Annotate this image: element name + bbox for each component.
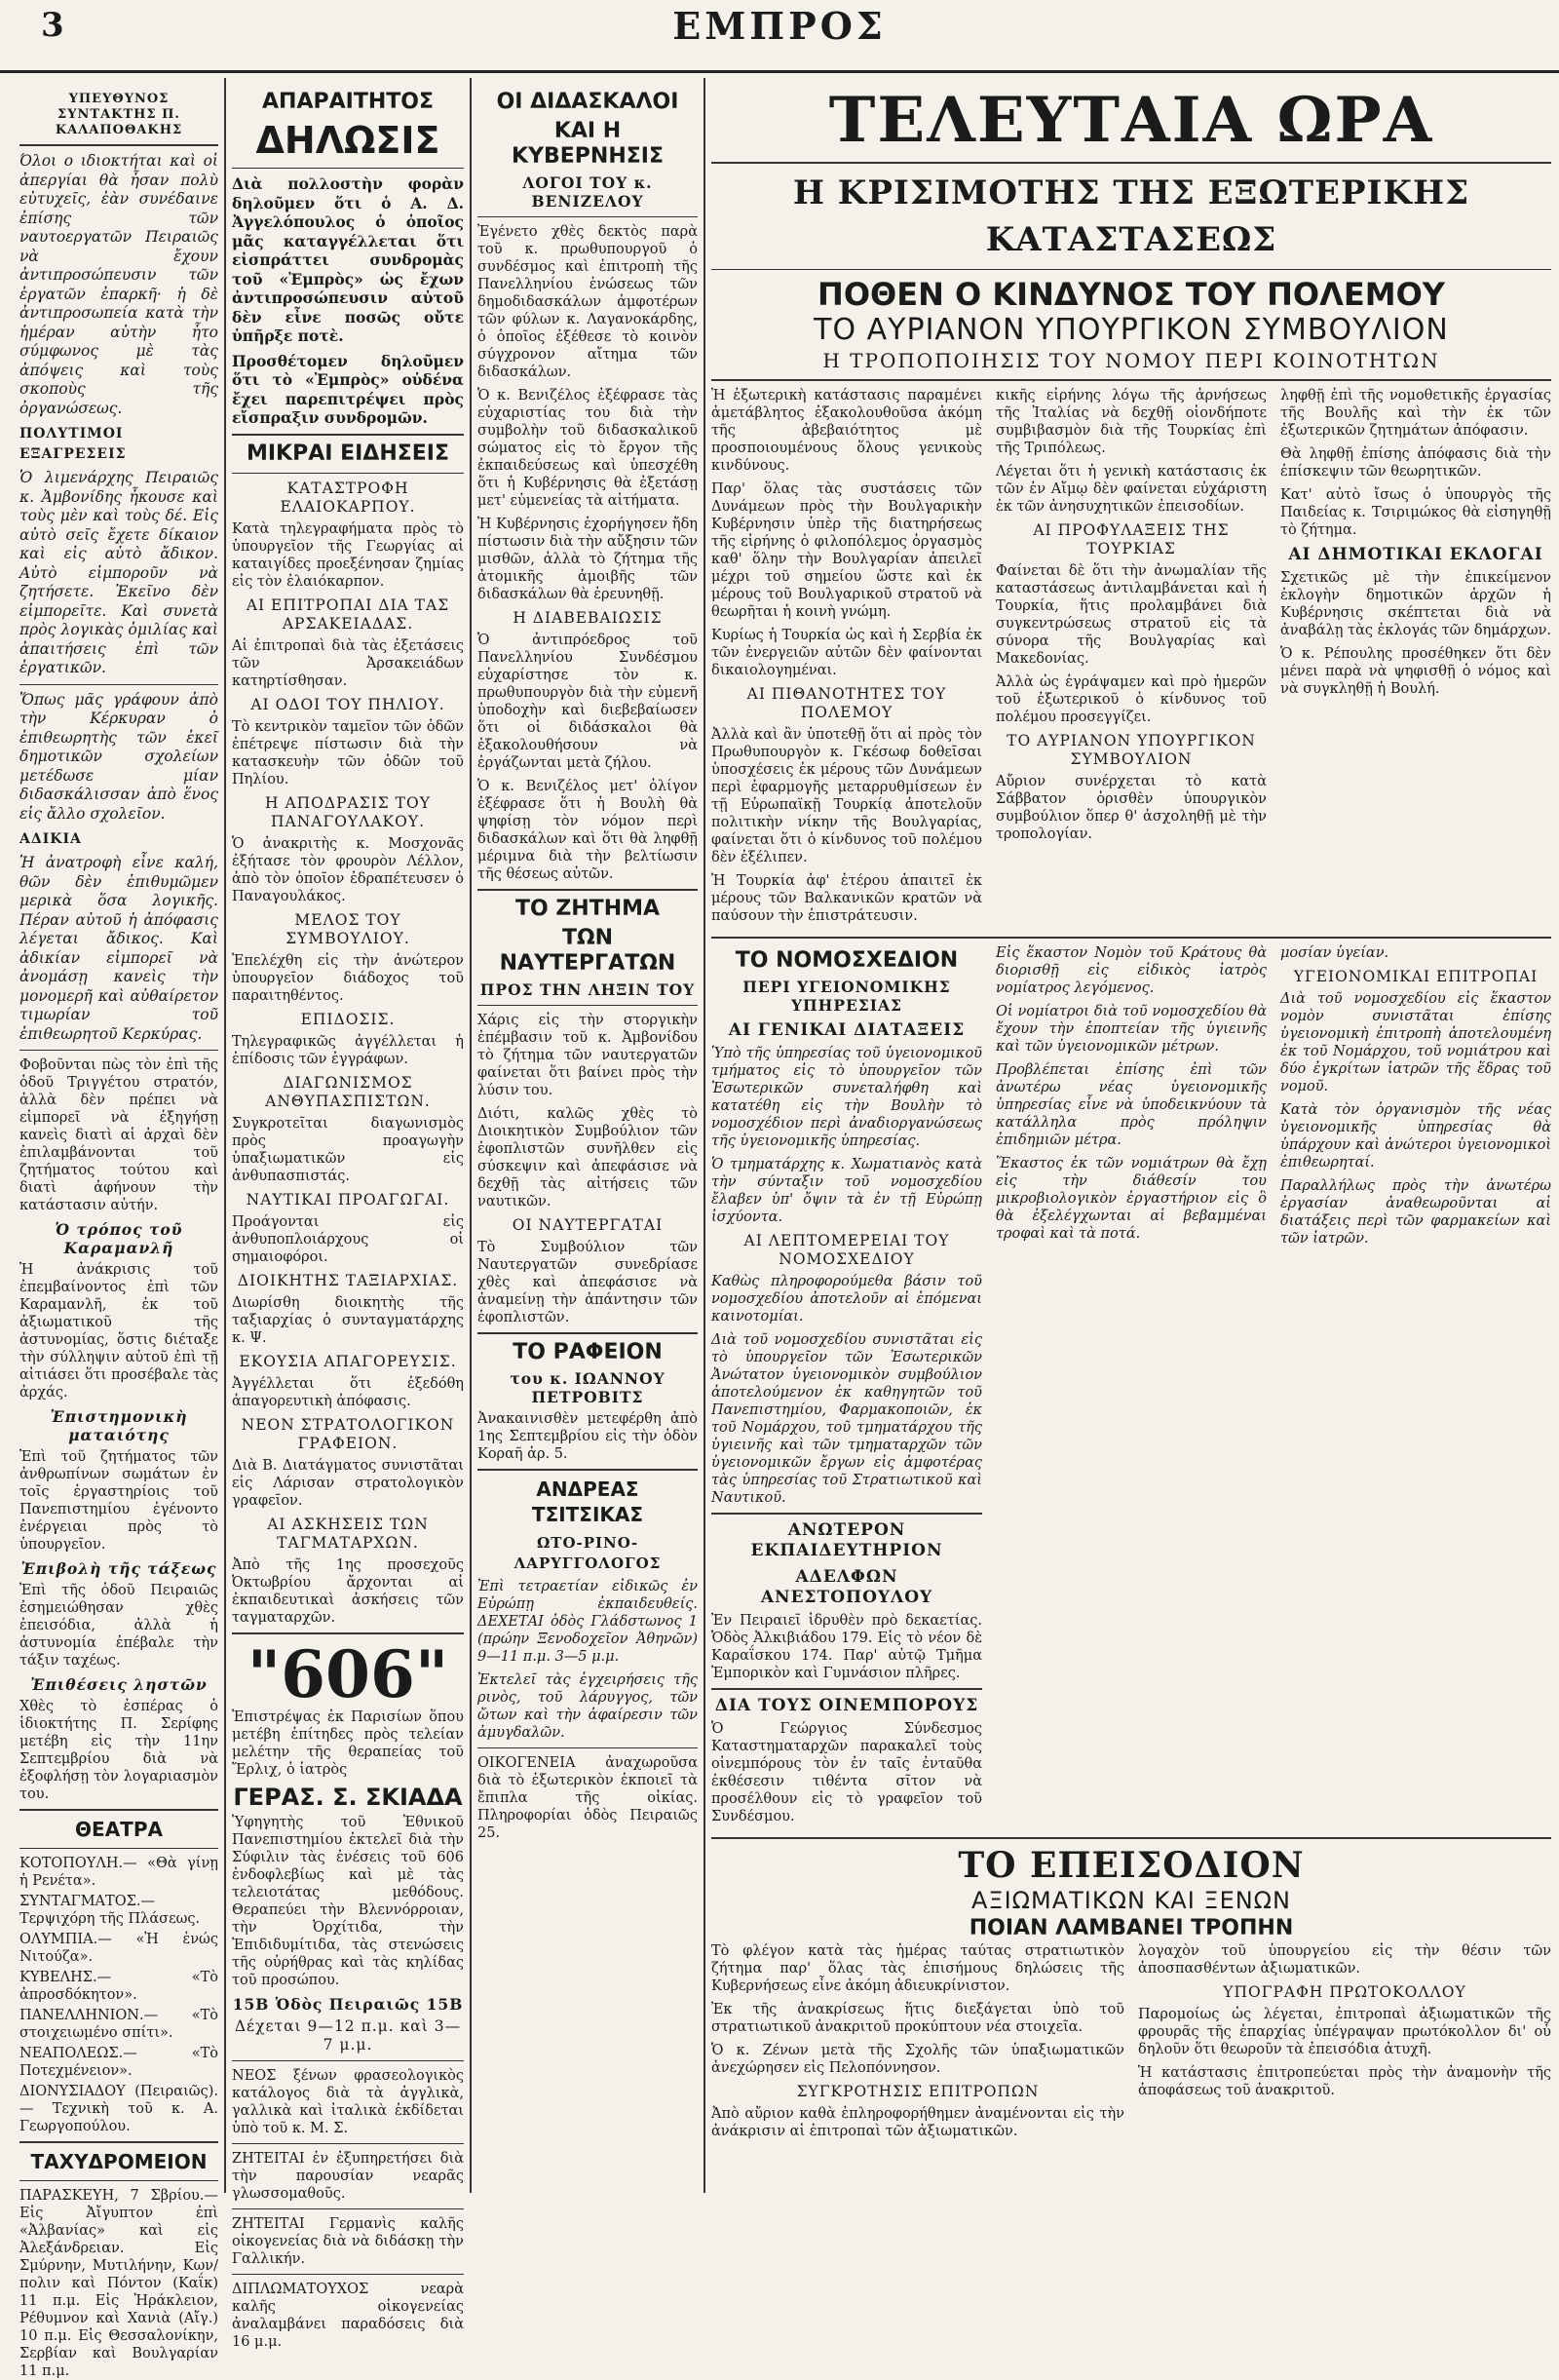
section-heading: Ἐπιστημονικὴ ματαιότης xyxy=(50,1407,188,1444)
lead-col-3 xyxy=(1280,387,1551,931)
article-paragraph: Όλοι ο ιδιοκτήται καὶ οἱ ἀπεργίαι θὰ ἦσαν πολὺ εὐτυχεῖς, ἐὰν συνέδαινε ἐπίσης τῶν ναυτοεργατῶν Πειραιῶς νὰ ἔχουν ἀντιπροσώπευσιν τῶν ἐργατῶν ἐπαρκῆ· ἡ δὲ ἀντιπροσωπεία κατὰ τὴν ἡμέραν αὐτὴν ἦτο σύμφωνος μὲ τὰς ἀπόψεις καὶ τοὺς σκοποὺς τῆς ὀργανώσεως. xyxy=(19,152,218,417)
theatre-item: ΠΑΝΕΛΛΗΝΙΟΝ.— «Τὸ στοιχειωμένο σπίτι». xyxy=(19,2008,218,2041)
episode-subtitle: ΠΟΙΑΝ ΛΑΜΒΑΝΕΙ ΤΡΟΠΗΝ xyxy=(969,1916,1294,1940)
article-paragraph: Ὁ κ. Βενιζέλος μετ' ὀλίγον ἐξέφρασε ὅτι ἡ Βουλὴ θὰ ψηφίσῃ τὸν νόμον περὶ διδασκάλων καὶ ὅτι θὰ ληφθῇ μέριμνα διὰ τὴν βελτίωσιν τῆς θέσεως αὐτῶν. xyxy=(477,779,698,882)
news-item-heading: ΕΚΟΥΣΙΑ ΑΠΑΓΟΡΕΥΣΙΣ. xyxy=(239,1352,457,1370)
teachers-subtitle: ΛΟΓΟΙ ΤΟΥ κ. ΒΕΝΙΖΕΛΟΥ xyxy=(522,173,653,211)
news-item-text: Τὸ κεντρικὸν ταμεῖον τῶν ὁδῶν ἐπέτρεψε πίστωσιν διὰ τὴν κατασκευὴν τῶν ὁδῶν τοῦ Πηλίου. xyxy=(232,718,464,787)
lead-articles xyxy=(711,387,1551,931)
classified-ad: ΝΕΟΣ ξένων φρασεολογικὸς κατάλογος διὰ τὰ ἀγγλικὰ, γαλλικὰ καὶ ἰταλικὰ ἐκδίδεται ὑπὸ τοῦ κ. Μ. Σ. xyxy=(232,2067,464,2136)
news-item xyxy=(232,1074,464,1185)
episode-article xyxy=(711,1845,1551,2146)
article-paragraph: Καθὼς πληροφορούμεθα βάσιν τοῦ νομοσχεδίου ἀποτελοῦν αἱ ἑπόμεναι καινοτομίαι. xyxy=(711,1274,982,1324)
news-item-text: Συγκροτεῖται διαγωνισμὸς πρὸς προαγωγὴν ὑπαξιωματικῶν εἰς ἀνθυπασπιστάς. xyxy=(232,1115,464,1184)
article-paragraph: μοσίαν ὑγείαν. xyxy=(1280,945,1389,961)
article-paragraph: Παρ' ὅλας τὰς συστάσεις τῶν Δυνάμεων πρὸς τὴν Βουλγαρικὴν Κυβέρνησιν ὑπὲρ τῆς διατηρήσεως τῆς εἰρήνης ὁ φιλοπόλεμος ὀργασμὸς καθ' ὅλην τὴν Βουλγαρίαν ἀπειλεῖ μέχρι τοῦ σημείου ὥστε καὶ ἐκ μέρους τοῦ Βουλγαρικοῦ στρατοῦ νὰ θεωρῆται ἡ κοινὴ γνώμη. xyxy=(711,481,982,620)
health-col-1 xyxy=(711,944,982,1831)
school-title: ΑΝΩΤΕΡΟΝ ΕΚΠΑΙΔΕΥΤΗΡΙΟΝ xyxy=(750,1520,943,1560)
classified-ad: ΟΙΚΟΓΕΝΕΙΑ ἀναχωροῦσα διὰ τὸ ἐξωτερικὸν ἐκποιεῖ τὰ ἔπιπλα τῆς οἰκίας. Πληροφορίαι ὁδὸς Πειραιῶς 25. xyxy=(477,1755,698,1841)
masthead: ΕΜΠΡΟΣ xyxy=(672,4,887,48)
news-item-heading: ΑΙ ΟΔΟΙ ΤΟΥ ΠΗΛΙΟΥ. xyxy=(250,695,445,713)
section-heading: ΑΙ ΠΡΟΦΥΛΑΞΕΙΣ ΤΗΣ ΤΟΥΡΚΙΑΣ xyxy=(1033,521,1230,557)
article-paragraph: Ὁ ἀντιπρόεδρος τοῦ Πανελληνίου Συνδέσμου εὐχαρίστησε τὸν κ. πρωθυπουργὸν διὰ τὴν εὐμενῆ ὑποδοχὴν καὶ διεβεβαίωσεν ὅτι οἱ διδάσκαλοι θὰ ἐξακολουθήσουν νὰ ἐργάζωνται μετὰ ζήλου. xyxy=(477,633,698,771)
news-item-heading: ΚΑΤΑΣΤΡΟΦΗ ΕΛΑΙΟΚΑΡΠΟΥ. xyxy=(280,479,416,516)
news-heading: ΜΙΚΡΑΙ ΕΙΔΗΣΕΙΣ xyxy=(246,441,450,466)
classified-ad: ΔΙΠΛΩΜΑΤΟΥΧΟΣ νεαρὰ καλῆς οἰκογενείας ἀναλαμβάνει παραδόσεις διὰ 16 μ.μ. xyxy=(232,2281,464,2350)
news-item-text: Τηλεγραφικῶς ἀγγέλλεται ἡ ἐπίδοσις τῶν ἐγγράφων. xyxy=(232,1033,464,1067)
theatre-item: ΚΟΤΟΠΟΥΛΗ.— «Θὰ γίνῃ ἡ Ρενέτα». xyxy=(19,1856,218,1889)
article-paragraph: Ἐπὶ τῆς ὁδοῦ Πειραιῶς ἐσημειώθησαν χθὲς ἐπεισόδια, ἀλλὰ ἡ ἀστυνομία ἐπέβαλε τὴν τάξιν ταχέως. xyxy=(19,1583,218,1669)
section-heading: ΟΙ ΝΑΥΤΕΡΓΑΤΑΙ xyxy=(512,1216,664,1234)
article-paragraph: Ὁ κ. Βενιζέλος ἐξέφρασε τὰς εὐχαριστίας του διὰ τὴν συμβολὴν τοῦ διδασκαλικοῦ σώματος εἰς τὸ ἔργον τῆς ἐκπαιδεύσεως καὶ ὑπεσχέθη ὅτι ἡ Κυβέρνησις θὰ ἐξετάσῃ μετ' εὐμενείας τὰ αἰτήματα. xyxy=(477,388,698,509)
article-paragraph: Λέγεται ὅτι ἡ γενικὴ κατάστασις ἐκ τῶν ἐν Αἴμῳ δὲν φαίνεται εὐχάριστη ἐκ τῶν ἀνησυχητικῶν ἐπεισοδίων. xyxy=(996,464,1267,515)
article-paragraph: Ὁ τμηματάρχης κ. Χωματιανὸς κατὰ τὴν σύνταξιν τοῦ νομοσχεδίου ἔλαβεν ὑπ' ὄψιν τὰ ἐν τῇ Εὐρώπῃ ἰσχύοντα. xyxy=(711,1157,982,1225)
theatre-item: ΟΛΥΜΠΙΑ.— «Ἡ ἑνώς Νιτούζα». xyxy=(19,1932,218,1965)
section-heading: ΠΟΛΥΤΙΜΟΙ ΕΞΑΓΡΕΣΕΙΣ xyxy=(19,426,127,462)
health-title: ΤΟ ΝΟΜΟΣΧΕΔΙΟΝ xyxy=(735,948,959,973)
article-paragraph: ληφθῇ ἐπὶ τῆς νομοθετικῆς ἐργασίας τῆς Βουλῆς καὶ τὴν ἐκ τῶν ἐξωτερικῶν ζητημάτων ἀπόφασιν. xyxy=(1280,388,1551,439)
page-number: 3 xyxy=(41,6,64,45)
lead-col-2 xyxy=(996,387,1267,931)
article-paragraph: Ὁ κ. Ρέπουλης προσέθηκεν ὅτι δὲν μένει παρὰ νὰ ψηφισθῇ ὁ νόμος καὶ νὰ συγκληθῇ ἡ Βουλή. xyxy=(1280,646,1551,697)
article-paragraph: Ἀπὸ αὔριον καθὰ ἐπληροφορήθημεν ἀναμένονται εἰς τὴν ἀνάκρισιν αἱ ἐπιτροπαὶ τῶν ἀξιωματικῶν. xyxy=(711,2106,1124,2139)
news-item xyxy=(232,596,464,690)
article-paragraph: κικῆς εἰρήνης λόγω τῆς ἀρνήσεως τῆς Ἰταλίας νὰ δεχθῇ οἱονδήποτε συμβιβασμὸν διὰ τῆς Τουρκίας ἐπὶ τῆς Τριπόλεως. xyxy=(996,388,1267,456)
article-paragraph: Εἰς ἕκαστον Νομὸν τοῦ Κράτους θὰ διορισθῇ εἰς εἰδικὸς ἰατρὸς νομίατρος λεγόμενος. xyxy=(996,945,1267,996)
article-paragraph: Ἐγένετο χθὲς δεκτὸς παρὰ τοῦ κ. πρωθυπουργοῦ ὁ συνδέσμος καὶ ἐπιτροπὴ τῆς Πανελληνίου ἑνώσεως τῶν δημοδιδασκάλων ἀμφοτέρων τῶν φύλων κ. Λαγανοκάρδης, ὁ ὁποῖος ἐξέθεσε τὸ κοινὸν σύγχρονον αἴτημα τῶν διδασκάλων. xyxy=(477,224,698,380)
article-paragraph: Οἱ νομίατροι διὰ τοῦ νομοσχεδίου θὰ ἔχουν τὴν ἐποπτείαν τῆς ὑγιεινῆς καὶ τῶν ὑγειονομικῶν μέτρων. xyxy=(996,1004,1267,1055)
news-item-heading: ΑΙ ΕΠΙΤΡΟΠΑΙ ΔΙΑ ΤΑΣ ΑΡΣΑΚΕΙΑΔΑΣ. xyxy=(246,595,450,633)
tailor-ad-subtitle: του κ. ΙΩΑΝΝΟΥ ΠΕΤΡΟΒΙΤΣ xyxy=(510,1369,665,1406)
news-item xyxy=(232,1353,464,1410)
article-paragraph: Προβλέπεται ἐπίσης ἐπὶ τῶν ἀνωτέρω νέας ὑγειονομικῆς ὑπηρεσίας εἶνε νὰ ὑποδεικνύουν τὰ κατάλληλα πρὸς πρόληψιν ἐπιδημιῶν μέτρα. xyxy=(996,1062,1267,1148)
episode-title: ΑΞΙΩΜΑΤΙΚΩΝ ΚΑΙ ΞΕΝΩΝ xyxy=(971,1887,1291,1914)
ad-606-text: Ἐπιστρέψας ἐκ Παρισίων ὅπου μετέβη ἐπίτηδες πρὸς τελείαν μελέτην τῆς θεραπείας τοῦ Ἔρλιχ, ὁ ἰατρὸς xyxy=(232,1708,464,1778)
column-2 xyxy=(232,86,464,2350)
article-paragraph: Κατὰ τὸν ὀργανισμὸν τῆς νέας ὑγειονομικῆς ὑπηρεσίας θὰ ὑπάρχουν καὶ ἀνώτεροι ὑγειονομικοὶ ἐπιθεωρηταί. xyxy=(1280,1102,1551,1171)
news-item-heading: Η ΑΠΟΔΡΑΣΙΣ ΤΟΥ ΠΑΝΑΓΟΥΛΑΚΟΥ. xyxy=(265,793,431,830)
theatre-item: ΚΥΒΕΛΗΣ.— «Τὸ ἀπροσδόκητον». xyxy=(19,1970,218,2003)
article-paragraph: Παρομοίως ὡς λέγεται, ἐπιτροπαὶ ἀξιωματικῶν τῆς φρουρᾶς τῆς ἐπαρχίας ὑπέγραψαν πρωτόκολλον δι' οὗ δηλοῦν ὅτι θεωροῦν τὰ ἐπεισόδια ἀτυχῆ. xyxy=(1138,2007,1551,2057)
news-item xyxy=(232,480,464,591)
article-paragraph: Ἕκαστος ἐκ τῶν νομιάτρων θὰ ἔχῃ εἰς τὴν διάθεσίν του μικροβιολογικὸν ἐργαστήριον εἰς ὃ θὰ ἐξελέγχωνται αἱ βεβαμμέναι τροφαὶ καὶ τὰ ποτά. xyxy=(996,1156,1267,1242)
doctor-ad-text: Ἐπὶ τετραετίαν εἰδικῶς ἐν Εὐρώπῃ ἐκπαιδευθείς. ΔΕΧΕΤΑΙ ὁδὸς Γλάδστωνος 1 (πρώην Ξενοδοχεῖον Ἀθηνῶν) 9—11 π.μ. 3—5 μ.μ. xyxy=(477,1579,698,1665)
classified-ad: ΖΗΤΕΙΤΑΙ ἐν ἐξυπηρετήσει διὰ τὴν παρουσίαν νεαρᾶς γλωσσομαθοῦς. xyxy=(232,2150,464,2202)
doctor-ad-title: ΑΝΔΡΕΑΣ ΤΣΙΤΣΙΚΑΣ xyxy=(531,1478,644,1526)
article-paragraph: Ἡ ἐξωτερικὴ κατάστασις παραμένει ἀμετάβλητος ἐξακολουθοῦσα ἀκόμη τῆς ἀβεβαιότητος μὲ προσποιουμένους ὅλους γενικοὺς κινδύνους. xyxy=(711,388,982,474)
news-item xyxy=(232,1272,464,1347)
section-heading: ΤΟ ΑΥΡΙΑΝΟΝ ΥΠΟΥΡΓΙΚΟΝ ΣΥΜΒΟΥΛΙΟΝ xyxy=(1007,732,1256,768)
section-heading: ΑΙ ΠΙΘΑΝΟΤΗΤΕΣ ΤΟΥ ΠΟΛΕΜΟΥ xyxy=(746,685,947,721)
episode-col-2 xyxy=(1138,1942,1551,2146)
ad-606-body: Ὑφηγητὴς τοῦ Ἐθνικοῦ Πανεπιστημίου ἐκτελεῖ διὰ τὴν Σύφιλιν τὰς ἐνέσεις τοῦ 606 ἐνδοφλεβίως καὶ μὲ τὰς τελειοτάτας μεθόδους. Θεραπεύει τὴν Βλεννόρροιαν, τὴν Ὀρχίτιδα, τὴν Ἐπιδιδυμίτιδα, τὰς στενώσεις τῆς οὐρήθρας καὶ τὰς κηλίδας τοῦ προσώπου. xyxy=(232,1814,464,1988)
teachers-title: ΟΙ ΔΙΔΑΣΚΑΛΟΙ xyxy=(496,90,679,114)
news-item xyxy=(232,794,464,905)
section-heading: ΥΠΟΓΡΑΦΗ ΠΡΩΤΟΚΟΛΛΟΥ xyxy=(1223,1983,1466,2001)
tailor-ad-text: Ἀνακαινισθὲν μετεφέρθη ἀπὸ 1ης Σεπτεμβρίου εἰς τὴν ὁδὸν Κοραῆ ἀρ. 5. xyxy=(477,1411,698,1462)
right-section xyxy=(711,86,1551,2191)
column-1 xyxy=(19,86,218,2379)
section-heading: ΑΙ ΛΕΠΤΟΜΕΡΕΙΑΙ ΤΟΥ ΝΟΜΟΣΧΕΔΙΟΥ xyxy=(743,1232,950,1268)
news-item-text: Αἱ ἐπιτροπαὶ διὰ τὰς ἐξετάσεις τῶν Ἀρσακειάδων κατηρτίσθησαν. xyxy=(232,637,464,689)
tailor-ad-title: ΤΟ ΡΑΦΕΙΟΝ xyxy=(513,1340,663,1364)
article-paragraph: Κατ' αὐτὸ ἴσως ὁ ὑπουργὸς τῆς Παιδείας κ. Τσιριμώκος θὰ εἰσηγηθῇ τὸ ζήτημα. xyxy=(1280,487,1551,538)
article-paragraph: Τὸ Συμβούλιον τῶν Ναυτεργατῶν συνεδρίασε χθὲς καὶ ἀπεφάσισε νὰ ἀναμείνῃ τὴν ἀπάντησιν τῶν ἐφοπλιστῶν. xyxy=(477,1240,698,1325)
article-paragraph: Διὰ τοῦ νομοσχεδίου εἰς ἕκαστον νομὸν συνιστᾶται ἐπίσης ὑγειονομικὴ ἐπιτροπὴ ἀποτελουμένη ἐκ τοῦ Νομάρχου, τοῦ νομιάτρου καὶ δύο ἐγκρίτων ἰατρῶν τῆς ἕδρας τοῦ νομοῦ. xyxy=(1280,991,1551,1094)
declaration-title: ΑΠΑΡΑΙΤΗΤΟΣ xyxy=(262,90,434,114)
seamen-subtitle: ΠΡΟΣ ΤΗΝ ΛΗΞΙΝ ΤΟΥ xyxy=(479,980,696,999)
section-heading: Η ΔΙΑΒΕΒΑΙΩΣΙΣ xyxy=(513,609,663,627)
teachers-title: ΚΑΙ Η ΚΥΒΕΡΝΗΣΙΣ xyxy=(512,119,664,169)
column-3 xyxy=(477,86,698,2191)
banner-last-hour: ΤΕΛΕΥΤΑΙΑ ΩΡΑ xyxy=(828,84,1434,157)
news-item-text: Κατὰ τηλεγραφήματα πρὸς τὸ ὑπουργεῖον τῆς Γεωργίας αἱ καταιγίδες προεξένησαν ζημίας εἰς τὸν ἐλαιόκαρπον. xyxy=(232,520,464,590)
ad-606-doctor: ΓΕΡΑΣ. Σ. ΣΚΙΑΔΑ xyxy=(233,1783,463,1811)
declaration-text: Προσθέτομεν δηλοῦμεν ὅτι τὸ «Ἐμπρὸς» οὐδένα ἔχει παρεπιτρέψει πρὸς εἴσπραξιν συνδρομῶν. xyxy=(232,351,464,427)
article-paragraph: Ἡ κατάστασις ἐπιτροπεύεται πρὸς τὴν ἀναμονὴν τῆς ἀποφάσεως τοῦ ἀνακριτοῦ. xyxy=(1138,2065,1551,2098)
section-heading: ΑΔΙΚΙΑ xyxy=(19,831,82,847)
health-col-2 xyxy=(996,944,1267,1831)
article-paragraph: Θὰ ληφθῇ ἐπίσης ἀπόφασις διὰ τὴν ἐπίσκεψιν τῶν θεωρητικῶν. xyxy=(1280,446,1551,480)
news-item-text: Διωρίσθη διοικητὴς τῆς ταξιαρχίας ὁ συνταγματάρχης κ. Ψ. xyxy=(232,1294,464,1346)
theatre-item: ΣΥΝΤΑΓΜΑΤΟΣ.— Τερψιχόρη τῆς Πλάσεως. xyxy=(19,1894,201,1927)
news-item-heading: ΑΙ ΑΣΚΗΣΕΙΣ ΤΩΝ ΤΑΓΜΑΤΑΡΧΩΝ. xyxy=(267,1515,429,1552)
article-paragraph: Αὔριον συνέρχεται τὸ κατὰ Σάββατον ὁρισθὲν ὑπουργικὸν συμβούλιον ὅπερ θ' ἀσχοληθῇ μὲ τὴν τροπολογίαν. xyxy=(996,774,1267,842)
wine-merchants-title: ΔΙΑ ΤΟΥΣ ΟΙΝΕΜΠΟΡΟΥΣ xyxy=(714,1696,979,1715)
news-item xyxy=(232,1516,464,1627)
article-paragraph: Παραλλήλως πρὸς τὴν ἀνωτέρω ἐργασίαν ἀναθεωροῦνται αἱ διατάξεις περὶ τῶν φαρμακείων καὶ τῶν ἰατρῶν. xyxy=(1280,1178,1551,1247)
column-rule xyxy=(470,78,472,2193)
episode-columns xyxy=(711,1942,1551,2146)
banner-cabinet: ΤΟ ΑΥΡΙΑΝΟΝ ΥΠΟΥΡΓΙΚΟΝ ΣΥΜΒΟΥΛΙΟΝ xyxy=(814,313,1449,347)
news-item xyxy=(232,696,464,788)
article-paragraph: Ἐκ τῆς ἀνακρίσεως ἥτις διεξάγεται ὑπὸ τοῦ στρατιωτικοῦ ἀνακριτοῦ προκύπτουν νέα στοιχεῖα. xyxy=(711,2002,1124,2035)
section-heading: ΥΓΕΙΟΝΟΜΙΚΑΙ ΕΠΙΤΡΟΠΑΙ xyxy=(1293,968,1539,985)
section-heading: Ὁ τρόπος τοῦ Καραμανλῆ xyxy=(55,1220,183,1257)
news-item-text: Διὰ Β. Διατάγματος συνιστᾶται εἰς Λάρισαν στρατολογικὸν γραφεῖον. xyxy=(232,1457,464,1509)
article-paragraph: Ἡ ἀνατροφὴ εἶνε καλή, θῶν δὲν ἐπιθυμῶμεν μερικὰ ὅσα λογικῆς. Πέραν αὐτοῦ ἡ ἀπόφασις λέγεται ἄδικος. Καὶ ἀδικίαν εἰμπορεῖ νὰ ἀνομάσῃ κανεὶς τὴν μονομερῆ καὶ αὐθαίρετον τιμωρίαν τοῦ ἐπιθεωρητοῦ Κερκύρας. xyxy=(19,854,218,1043)
banner-crisis: Η ΚΡΙΣΙΜΟΤΗΣ ΤΗΣ ΕΞΩΤΕΡΙΚΗΣ ΚΑΤΑΣΤΑΣΕΩΣ xyxy=(792,173,1470,259)
classified-ad: ΖΗΤΕΙΤΑΙ Γερμανὶς καλῆς οἰκογενείας διὰ νὰ διδάσκῃ τὴν Γαλλικήν. xyxy=(232,2215,464,2267)
declaration-text: Διὰ πολλοστὴν φορὰν δηλοῦμεν ὅτι ὁ Α. Δ. Ἀγγελόπουλος ὁ ὁποῖος μᾶς καταγγέλλεται ὅτι εἰσπράττει συνδρομὰς τοῦ «Ἐμπρὸς» ὡς ἔχων ἀντιπροσώπευσιν αὐτοῦ δὲν εἶνε ποσῶς οὔτε ὑπῆρξε ποτὲ. xyxy=(232,174,464,345)
health-col-3 xyxy=(1280,944,1551,1831)
article-paragraph: Διὰ τοῦ νομοσχεδίου συνιστᾶται εἰς τὸ ὑπουργεῖον τῶν Ἐσωτερικῶν Ἀνώτατον ὑγειονομικὸν συμβούλιον ἀποτελούμενον ἐκ καθηγητῶν τοῦ Πανεπιστημίου, Φαρμακοποιῶν, ἐκ τοῦ Νομάρχου, τοῦ τμηματάρχου τῆς ὑγιεινῆς καὶ τῶν τμηματαρχῶν τῶν ὑγειονομικῶν ἔργων εἰς ἀμφοτέρας τὰς ὑπηρεσίας τοῦ Στρατιωτικοῦ καὶ Ναυτικοῦ. xyxy=(711,1332,982,1506)
lead-col-1 xyxy=(711,387,982,931)
health-subheading: ΑΙ ΓΕΝΙΚΑΙ ΔΙΑΤΑΞΕΙΣ xyxy=(728,1020,966,1040)
news-item-heading: ΜΕΛΟΣ ΤΟΥ ΣΥΜΒΟΥΛΙΟΥ. xyxy=(285,910,410,947)
page-header xyxy=(0,0,1559,73)
news-item-heading: ΝΕΟΝ ΣΤΡΑΤΟΛΟΓΙΚΟΝ ΓΡΑΦΕΙΟΝ. xyxy=(241,1415,455,1452)
ad-606-address: 15Β Ὁδὸς Πειραιῶς 15Β xyxy=(232,1994,464,2014)
responsible-editor: ΥΠΕΥΘΥΝΟΣ ΣΥΝΤΑΚΤΗΣ Π. ΚΑΛΑΠΟΘΑΚΗΣ xyxy=(55,92,183,137)
ad-606-title: "606" xyxy=(247,1635,449,1712)
news-item-text: Προάγονται εἰς ἀνθυποπλοιάρχους οἱ σημαιοφόροι. xyxy=(232,1213,464,1265)
news-item-heading: ΝΑΥΤΙΚΑΙ ΠΡΟΑΓΩΓΑΙ. xyxy=(246,1190,450,1209)
article-paragraph: Χάρις εἰς τὴν στοργικὴν ἐπέμβασιν τοῦ κ. Ἀμβονίδου τὸ ζήτημα τῶν ναυτεργατῶν φαίνεται ὅτι βαίνει πρὸς τὴν λύσιν του. xyxy=(477,1013,698,1098)
school-title: ΑΔΕΛΦΩΝ ΑΝΕΣΤΟΠΟΥΛΟΥ xyxy=(760,1567,933,1607)
section-heading: Ἐπιθέσεις ληστῶν xyxy=(30,1675,208,1694)
article-paragraph: λογαχὸν τοῦ ὑπουργείου εἰς τὴν θέσιν τῶν ἀποσπασθέντων ἀξιωματικῶν. xyxy=(1138,1943,1551,1977)
health-subtitle: ΠΕΡΙ ΥΓΕΙΟΝΟΜΙΚΗΣ ΥΠΗΡΕΣΙΑΣ xyxy=(742,978,951,1015)
theatre-heading: ΘΕΑΤΡΑ xyxy=(75,1818,163,1841)
article-paragraph: Ὅπως μᾶς γράφουν ἀπὸ τὴν Κέρκυραν ὁ ἐπιθεωρητὴς τῶν ἐκεῖ δημοτικῶν σχολείων μετέδωσε μίαν διδασκάλισσαν ἀπὸ ἕνος εἰς ἄλλο σχολεῖον. xyxy=(19,690,218,823)
article-paragraph: Χθὲς τὸ ἑσπέρας ὁ ἰδιοκτήτης Π. Σερίφης μετέβη εἰς τὴν 11ην Σεπτεμβρίου διὰ νὰ ἐξοφλήσῃ τὸν λογαριασμὸν του. xyxy=(19,1699,218,1802)
seamen-title: ΤΩΝ ΝΑΥΤΕΡΓΑΤΩΝ xyxy=(499,926,676,976)
news-item-text: Ἐπελέχθη εἰς τὴν ἀνώτερον ὑπουργεῖον διάδοχος τοῦ παραιτηθέντος. xyxy=(232,952,464,1004)
ad-606-hours: Δέχεται 9—12 π.μ. καὶ 3—7 μ.μ. xyxy=(234,2016,462,2054)
article-paragraph: Ὑπὸ τῆς ὑπηρεσίας τοῦ ὑγειονομικοῦ τμήματος εἰς τὸ ὑπουργεῖον τῶν Ἐσωτερικῶν συνεταλήφθη καὶ κατατέθη εἰς τὴν Βουλὴν τὸ νομοσχέδιον περὶ ἀναδιοργανώσεως τῆς ὑγειονομικῆς ὑπηρεσίας. xyxy=(711,1046,982,1149)
article-paragraph: Διότι, καλῶς χθὲς τὸ Διοικητικὸν Συμβούλιον τῶν ἐφοπλιστῶν συνῆλθεν εἰς σύσκεψιν καὶ ἀπεφάσισε νὰ δεχθῇ τὰς αἰτήσεις τῶν ναυτικῶν. xyxy=(477,1106,698,1209)
article-paragraph: Ἀλλὰ καὶ ἂν ὑποτεθῇ ὅτι αἱ πρὸς τὸν Πρωθυπουργὸν κ. Γκέσωφ δοθεῖσαι ὑποσχέσεις ἐκ μέρους τῶν Δυνάμεων περὶ ἐφαρμογῆς μεταρρυθμίσεων ἐν τῇ Εὐρωπαϊκῇ Τουρκίᾳ ἀποτελοῦν πολιτικὴν νίκην τῆς Βουλγαρίας, φαίνεται ὅτι ὁ κίνδυνος τοῦ πολέμου δὲν ἐξέλιπεν. xyxy=(711,727,982,865)
news-item xyxy=(232,1011,464,1068)
article-paragraph: Ἡ ἀνάκρισις τοῦ ἐπεμβαίνοντος ἐπὶ τῶν Καραμανλῆ, ἐκ τοῦ ἀξιωματικοῦ τῆς ἀστυνομίας, ὅστις διέταξε τὴν σύλληψιν αὐτοῦ ἐπὶ τῇ αἰτιάσει ὅτι προσέβαλε τὰς ἀρχάς. xyxy=(19,1262,218,1401)
doctor-ad-specialty: ΩΤΟ-ΡΙΝΟ-ΛΑΡΥΓΓΟΛΟΓΟΣ xyxy=(513,1534,662,1572)
episode-title: ΤΟ ΕΠΕΙΣΟΔΙΟΝ xyxy=(958,1845,1305,1886)
wine-merchants-text: Ὁ Γεώργιος Σύνδεσμος Καταστηματαρχῶν παρακαλεῖ τοὺς οἰνεμπόρους τὸν ἐν ταῖς ἐνταῦθα ἐκθέσεσιν τιθέντα σῖτον νὰ προσέλθουν εἰς τὸ γραφεῖον τοῦ Συνδέσμου. xyxy=(711,1721,982,1824)
lower-articles xyxy=(711,944,1551,1831)
column-rule xyxy=(224,78,226,2193)
news-item-heading: ΔΙΟΙΚΗΤΗΣ ΤΑΞΙΑΡΧΙΑΣ. xyxy=(237,1271,459,1289)
article-paragraph: Ἡ Τουρκία ἀφ' ἑτέρου ἀπαιτεῖ ἐκ μέρους τῶν Βαλκανικῶν κρατῶν νὰ παύσουν τὴν ἐπιστράτευσιν. xyxy=(711,873,982,924)
article-paragraph: Φοβοῦνται πὼς τὸν ἐπὶ τῆς ὁδοῦ Τριγγέτου στρατόν, ἀλλὰ δὲν πρέπει νὰ εἰμπορεῖ νὰ ἐξηγήσῃ κανεὶς διατὶ αἱ ἀρχαὶ δὲν ἐπιλαμβάνονται τοῦ ζητήματος τούτου καὶ διατὶ ἀφήνουν τὴν κατάστασιν αὐτήν. xyxy=(19,1057,218,1213)
news-item-text: Ἀγγέλλεται ὅτι ἐξεδόθη ἀπαγορευτικὴ ἀπόφασις. xyxy=(232,1375,464,1409)
seamen-title: ΤΟ ΖΗΤΗΜΑ xyxy=(514,897,661,921)
episode-col-1 xyxy=(711,1942,1124,2146)
banner-danger-of-war: ΠΟΘΕΝ Ο ΚΙΝΔΥΝΟΣ ΤΟΥ ΠΟΛΕΜΟΥ xyxy=(818,276,1445,313)
article-paragraph: Ἀλλὰ ὡς ἐγράψαμεν καὶ πρὸ ἡμερῶν τοῦ ἐξωτερικοῦ ὁ κίνδυνος τοῦ πολέμου προσεγγίζει. xyxy=(996,674,1267,725)
news-item xyxy=(232,1416,464,1510)
news-item-heading: ΔΙΑΓΩΝΙΣΜΟΣ ΑΝΘΥΠΑΣΠΙΣΤΩΝ. xyxy=(265,1073,431,1110)
post-text: ΠΑΡΑΣΚΕΥΗ, 7 Σβρίου.— Εἰς Ἀἴγυπτον ἐπὶ «Ἀλβανίας» καὶ εἰς Ἀλεξάνδρειαν. Εἰς Σμύρνην, Μυτιλήνην, Κων/πολιν καὶ Πόντον (Καΐκ) 11 π.μ. Εἰς Ἡράκλειον, Ρέθυμνον καὶ Χανιὰ (Αἴγ.) 10 π.μ. Εἰς Θεσσαλονίκην, Σερβίαν καὶ Βουλγαρίαν 11 π.μ. xyxy=(19,2188,218,2379)
article-paragraph: Κυρίως ἡ Τουρκία ὡς καὶ ἡ Σερβία ἐκ τῶν ἐνεργειῶν αὐτῶν δὲν φαίνονται δικαιολογημέναι. xyxy=(711,628,982,678)
theatre-item: ΝΕΑΠΟΛΕΩΣ.— «Τὸ Ποτεχμένειον». xyxy=(19,2046,218,2079)
article-paragraph: Ἐπὶ τοῦ ζητήματος τῶν ἀνθρωπίνων σωμάτων ἐν τοῖς ἐργαστηρίοις τοῦ Πανεπιστημίου ἐγένοντο ἐνέργειαι πρὸς τὸ ὑπουργεῖον. xyxy=(19,1449,218,1553)
article-paragraph: Σχετικῶς μὲ τὴν ἐπικείμενον ἐκλογὴν δημοτικῶν ἀρχῶν ἡ Κυβέρνησις σκέπτεται διὰ νὰ ἀναβάλῃ τὰς ἐκλογάς τῶν δημάρχων. xyxy=(1280,570,1552,638)
news-item xyxy=(232,911,464,1005)
news-item xyxy=(232,1191,464,1266)
doctor-ad-text: Ἐκτελεῖ τὰς ἐγχειρήσεις τῆς ρινὸς, τοῦ λάρυγγος, τῶν ὤτων καὶ τὴν ἀφαίρεσιν τῶν ἀμυγδαλῶν. xyxy=(477,1672,698,1741)
post-heading: ΤΑΧΥΔΡΟΜΕΙΟΝ xyxy=(30,2150,208,2173)
article-paragraph: Φαίνεται δὲ ὅτι τὴν ἀνωμαλίαν τῆς καταστάσεως ἀντιλαμβάνεται καὶ ἡ Τουρκία, ἥτις προλαμβάνει διὰ συγκεντρώσεως στρατοῦ εἰς τὰ σύνορα τῆς Βουλγαρίας καὶ Μακεδονίας. xyxy=(996,563,1267,667)
news-item-text: Ἀπὸ τῆς 1ης προσεχοῦς Ὀκτωβρίου ἄρχονται αἱ ἐκπαιδευτικαὶ ἀσκήσεις τῶν ταγματαρχῶν. xyxy=(232,1556,464,1626)
article-paragraph: Τὸ φλέγον κατὰ τὰς ἡμέρας ταύτας στρατιωτικὸν ζήτημα παρ' ὅλας τὰς ἐπισήμους δηλώσεις τῆς Κυβερνήσεως εἶνε ἀκόμη ἀδιευκρίνιστον. xyxy=(711,1943,1124,1994)
school-text: Ἐν Πειραιεῖ ἱδρυθὲν πρὸ δεκαετίας. Ὁδὸς Ἀλκιβιάδου 179. Εἰς τὸ νέον δὲ Καραΐσκου 174. Παρ' αὐτῷ Τμῆμα Ἐμπορικὸν καὶ Γυμνάσιον πλῆρες. xyxy=(711,1613,982,1681)
theatre-item: ΔΙΟΝΥΣΙΑΔΟΥ (Πειραιῶς).— Τεχνικὴ τοῦ κ. Α. Γεωργοπούλου. xyxy=(19,2084,218,2134)
article-paragraph: Ὁ κ. Ζένων μετὰ τῆς Σχολῆς τῶν ὑπαξιωματικῶν ἀνεχώρησεν εἰς Πελοπόννησον. xyxy=(711,2043,1124,2076)
banner-communities: Η ΤΡΟΠΟΠΟΙΗΣΙΣ ΤΟΥ ΝΟΜΟΥ ΠΕΡΙ ΚΟΙΝΟΤΗΤΩΝ xyxy=(822,349,1440,372)
news-item-text: Ὁ ἀνακριτὴς κ. Μοσχονᾶς ἐξήτασε τὸν φρουρὸν Λέλλον, ἀπὸ τὸν ὁποῖον ἐδραπέτευσεν ὁ Παναγουλάκος. xyxy=(232,835,464,904)
news-item-heading: ΕΠΙΔΟΣΙΣ. xyxy=(300,1010,396,1028)
article-paragraph: Ὁ λιμενάρχης Πειραιῶς κ. Ἀμβονίδης ἦκουσε καὶ τοὺς μὲν καὶ τοὺς δέ. Εἰς αὐτὸ σεῖς ἔχετε δίκαιον καὶ εἰς αὐτὸ ἄδικον. Αὐτὸ εἰμποροῦν νὰ ζητήσετε. Ἐκεῖνο δὲν εἰμπορεῖτε. Καὶ συνετὰ πρὸς λογικὰς ὁμιλίας καὶ ἀπαιτήσεις ἐπὶ τῶν ἐργατικῶν. xyxy=(19,469,218,676)
article-paragraph: Ἡ Κυβέρνησις ἐχορήγησεν ἤδη πίστωσιν διὰ τὴν αὔξησιν τῶν μισθῶν, ἀλλὰ τὸ ζήτημα τῆς ἀτομικῆς ἀμοιβῆς τῶν διδασκάλων θὰ ἐρευνηθῇ. xyxy=(477,517,698,602)
section-heading: Ἐπιβολὴ τῆς τάξεως xyxy=(20,1559,217,1578)
column-rule xyxy=(703,78,705,2193)
section-heading: ΑΙ ΔΗΜΟΤΙΚΑΙ ΕΚΛΟΓΑΙ xyxy=(1288,545,1543,564)
section-heading: ΣΥΓΚΡΟΤΗΣΙΣ ΕΠΙΤΡΟΠΩΝ xyxy=(796,2083,1040,2100)
declaration-title-large: ΔΗΛΩΣΙΣ xyxy=(255,119,440,162)
